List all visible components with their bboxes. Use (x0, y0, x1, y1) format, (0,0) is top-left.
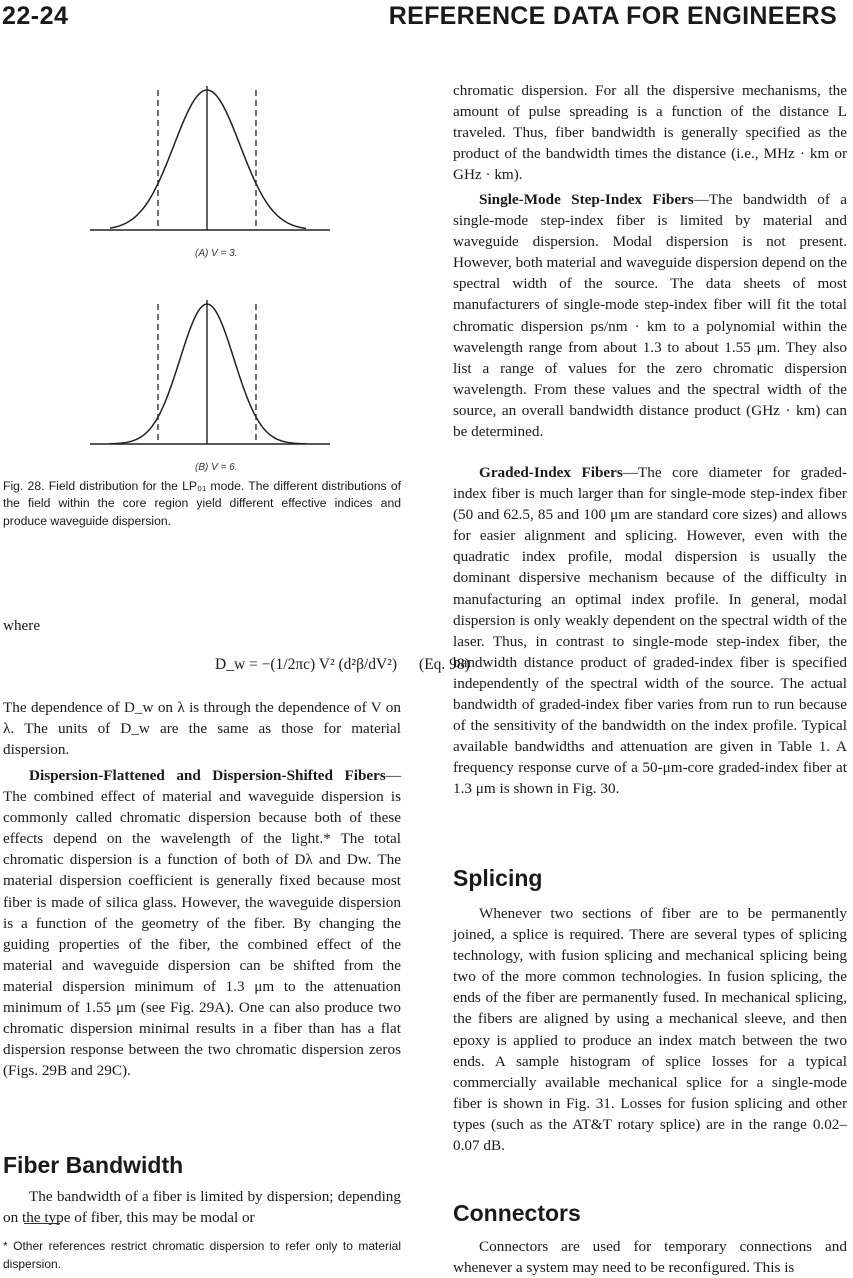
equation-body: D_w = −(1/2πc) V² (d²β/dV²) (215, 656, 398, 673)
paragraph-chromatic-continued: chromatic dispersion. For all the dispersive mechanisms, the amount of pulse spreading is a function of the distance L traveled. Thus, fiber bandwidth is generally specified as the product of the bandwidth times the distance (i.e., MHz · km or GHz · km). (453, 82, 847, 184)
equation-number: (Eq. 98) (419, 656, 470, 673)
run-in-heading: Graded-Index Fibers (479, 464, 623, 481)
body-text: —The combined effect of material and waveguide dispersion is commonly called chromatic dispersion because both of these effects depend on the wavelength of the light.* The total chromatic dispersion is a function of both of Dλ and Dw. The material dispersion coefficient is generally fixed because most fiber is made of silica glass. However, the waveguide dispersion is a function of the geometry of the fiber. By changing the guiding properties of the fiber, the combined effect of the material and waveguide dispersion can be shifted from the material dispersion minimum of 1.3 μm to the attenuation minimum of 1.55 μm (see Fig. 29A). One can also produce two chromatic dispersion minimal results in a fiber than has a flat dispersion response between the two chromatic dispersion zeros (Figs. 29B and 29C). (3, 767, 401, 1080)
section-dispersion-flattened (3, 765, 401, 1081)
run-in-heading: Single-Mode Step-Index Fibers (479, 191, 694, 208)
paragraph-splicing: Whenever two sections of fiber are to be permanently joined, a splice is required. There are several types of splicing technology, with fusion splicing and mechanical splicing being two of the more common technologies. In fusion splicing, the ends of the fiber are permanently fused. In mechanical splicing, the fibers are aligned by using a mechanical sleeve, and then epoxy is applied to produce an index match between the two ends. A sample histogram of splice losses for a typical commercially available mechanical splice for a single-mode fiber is shown in Fig. 31. Losses for fusion splicing and other types (such as the AT&T rotary splice) are in the range 0.02–0.07 dB. (453, 905, 847, 1155)
running-title: REFERENCE DATA FOR ENGINEERS (388, 2, 837, 30)
figure-28a-plot (90, 84, 330, 240)
page-number: 22-24 (2, 2, 69, 30)
paragraph-bandwidth: The bandwidth of a fiber is limited by dispersion; depending on the type of fiber, this may be modal or (3, 1188, 401, 1227)
field-distribution-curve (110, 90, 306, 228)
run-in-heading: Dispersion-Flattened and Dispersion-Shifted Fibers (29, 767, 386, 784)
section-single-mode (453, 189, 847, 442)
section-graded-index (453, 462, 847, 800)
figure-28b-label: (B) V = 6. (195, 462, 238, 473)
paragraph-dependence: The dependence of D_w on λ is through the dependence of V on λ. The units of D_w are the same as those for material dispersion. (3, 699, 401, 759)
footnote: * Other references restrict chromatic dispersion to refer only to material dispersion. (3, 1239, 401, 1271)
figure-caption: Fig. 28. Field distribution for the LP₀₁ mode. The different distributions of the field within the core region yield different effective indices and produce waveguide dispersion. (3, 479, 401, 528)
field-distribution-curve (110, 304, 306, 444)
heading-splicing: Splicing (453, 865, 543, 891)
heading-fiber-bandwidth: Fiber Bandwidth (3, 1152, 184, 1178)
paragraph-connectors: Connectors are used for temporary connections and whenever a system may need to be reconfigured. This is (453, 1238, 847, 1277)
figure-28b-plot (90, 298, 330, 454)
heading-connectors: Connectors (453, 1200, 581, 1226)
equation-98 (215, 656, 470, 674)
figure-28a-label: (A) V = 3. (195, 248, 238, 259)
body-text: —The core diameter for graded-index fiber is much larger than for single-mode step-index fiber (50 and 62.5, 85 and 100 μm are standard core sizes) and allows for easier alignment and splicing. However, even with the quadratic index profile, modal dispersion is usually the dominant dispersive mechanism because of the difficulty in manufacturing an optimal index profile. In general, modal dispersion is only weakly dependent on the spectral width of the laser. Thus, in contrast to single-mode step-index fiber, the bandwidth distance product of graded-index fiber is specified independently of the spectral width of the source. The actual bandwidth of graded-index fiber varies from run to run because of the sensitivity of the bandwidth on the index profile. Typical available bandwidths and attenuation are given in Table 1. A frequency response curve of a 50-μm-core graded-index fiber at 1.3 μm is shown in Fig. 30. (453, 464, 847, 798)
body-text: —The bandwidth of a single-mode step-index fiber is limited by material and waveguide dispersion. Modal dispersion is not present. However, both material and waveguide dispersion depend on the spectral width of the source. The data sheets of most manufacturers of single-mode step-index fiber will fit the total chromatic dispersion ps/nm · km to a polynomial within the wavelength range from about 1.3 to about 1.55 μm. They also list a range of values for the zero chromatic dispersion wavelength. From these values and the spectral width of the source, an overall bandwidth distance product (GHz · km) can be determined. (453, 191, 847, 441)
where-text: where (3, 617, 41, 634)
footnote-rule (24, 1223, 60, 1224)
